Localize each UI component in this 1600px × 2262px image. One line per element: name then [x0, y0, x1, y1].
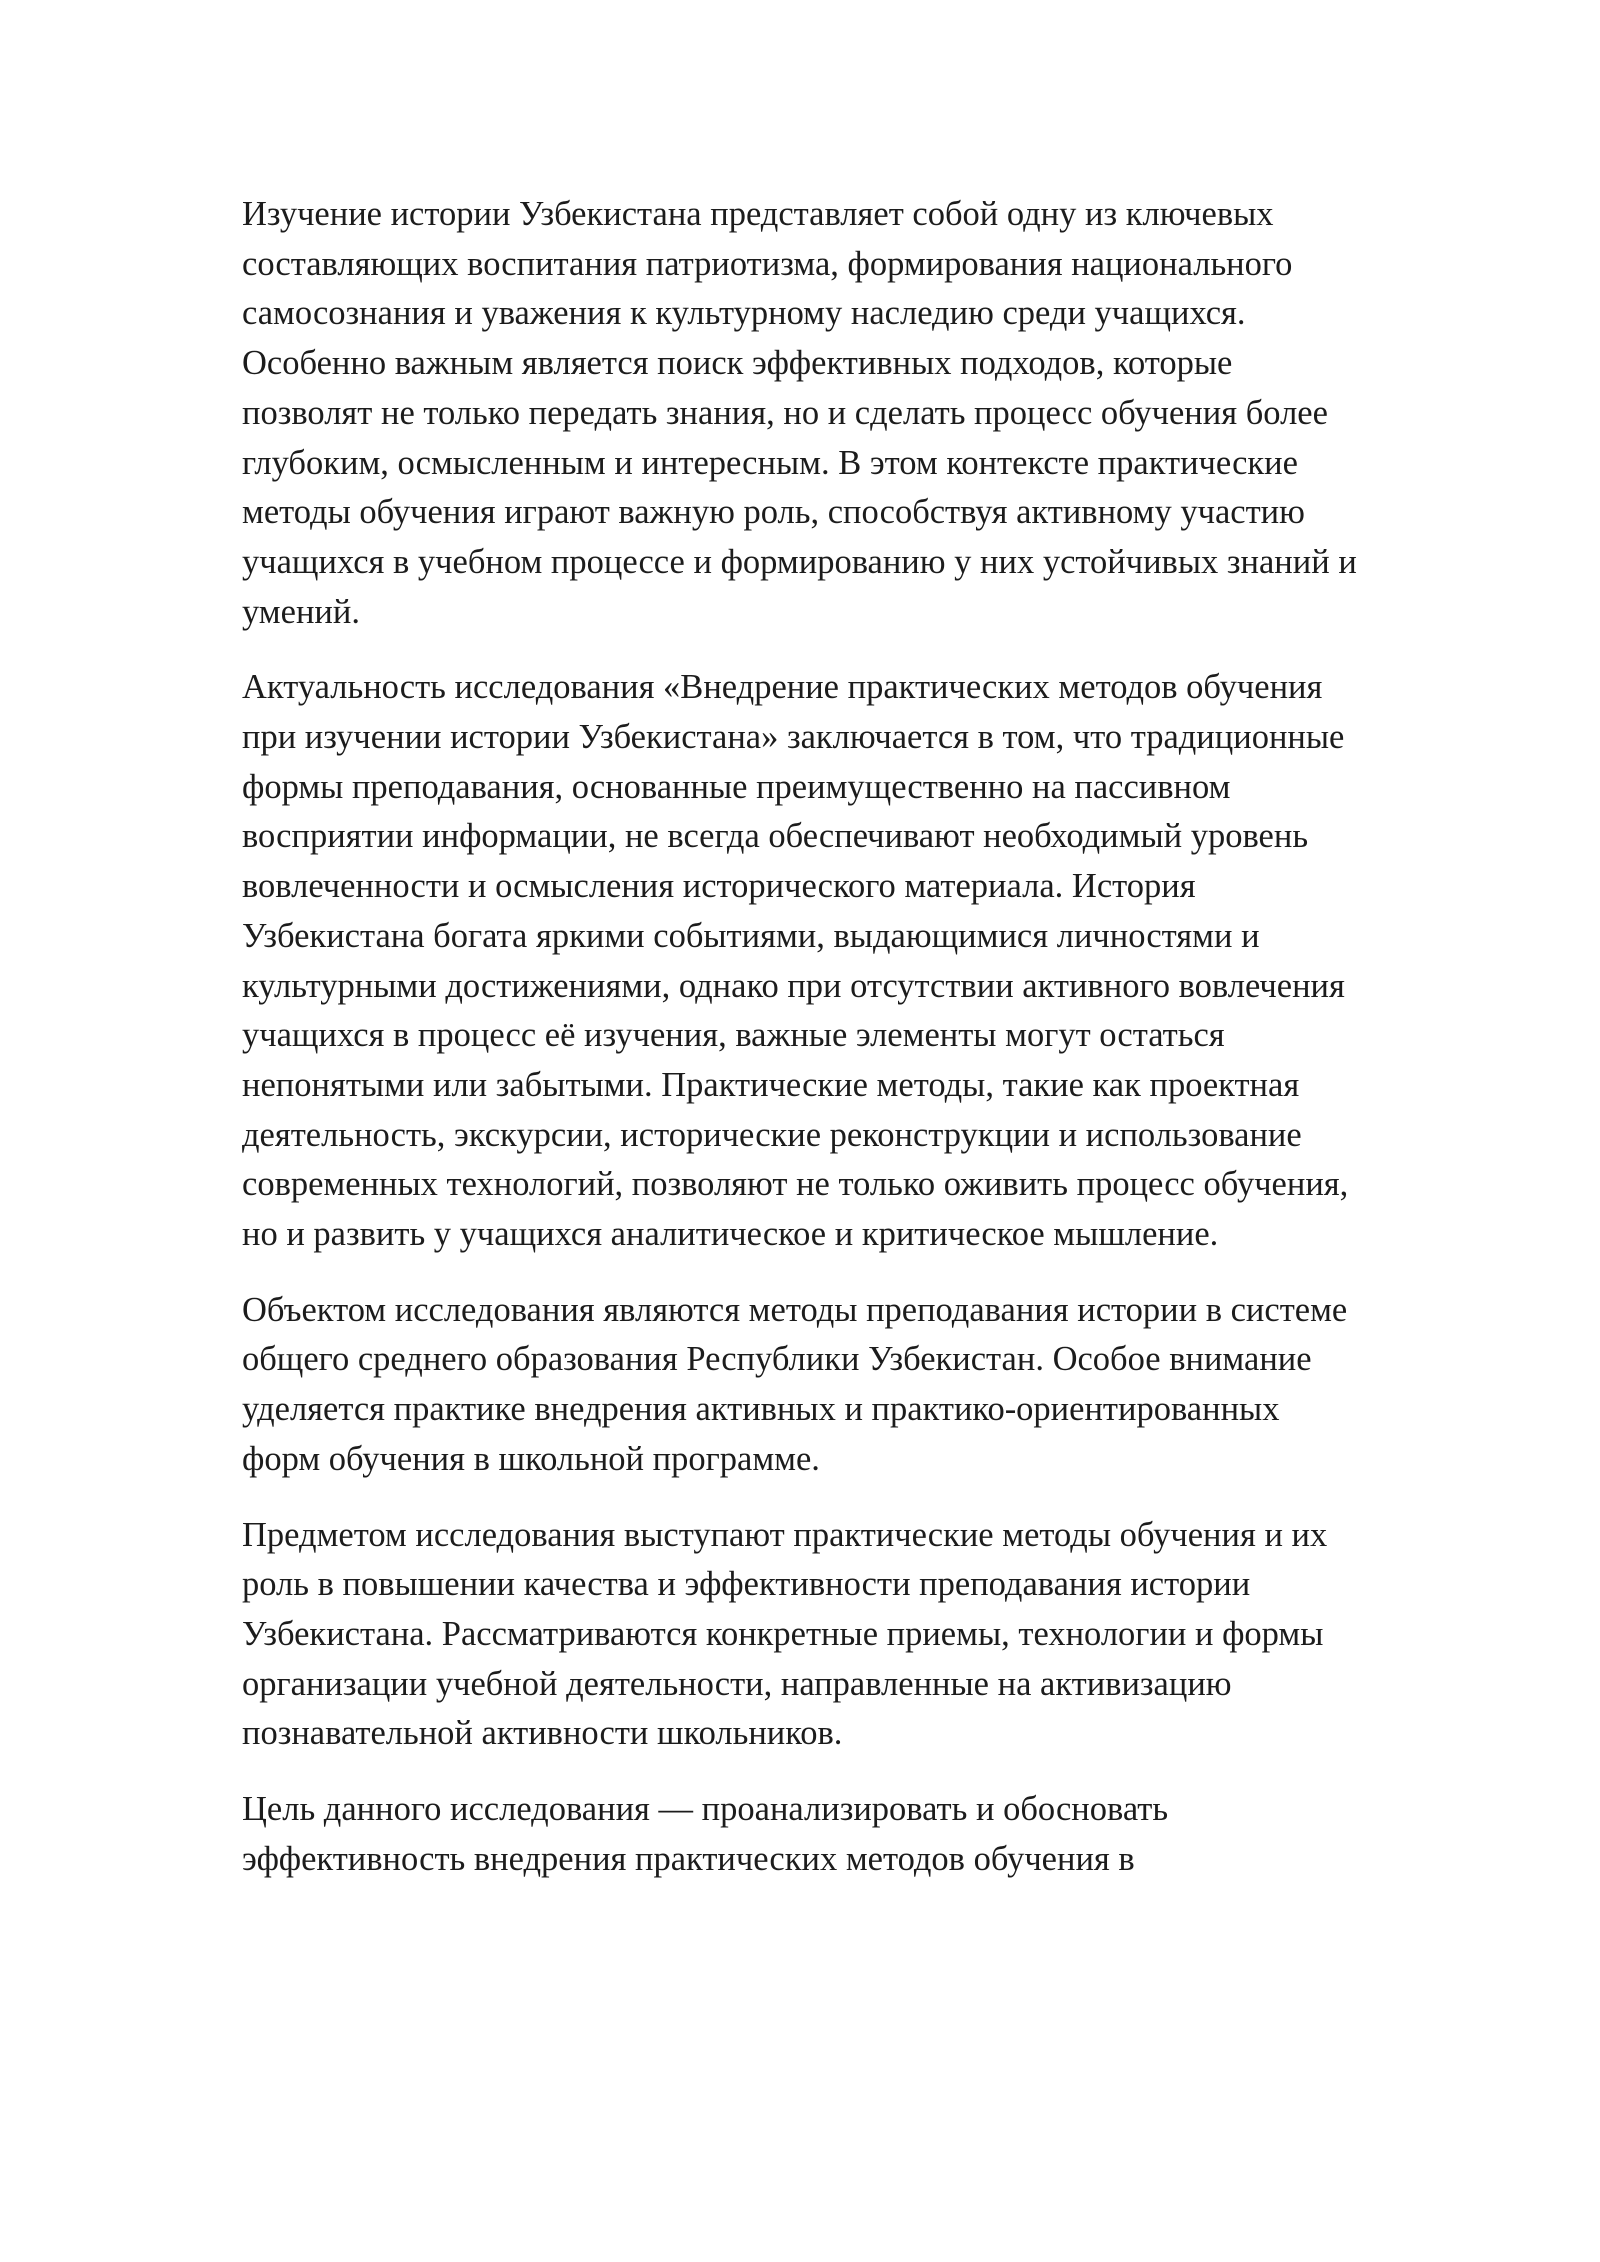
paragraph-introduction: Изучение истории Узбекистана представляет собой одну из ключевых составляющих воспитания патриотизма, формирования национального самосознания и уважения к культурному наследию среди учащихся. Особенно важным является поиск эффективных подходов, которые позволят не только передать знания, но и сделать процесс обучения более глубоким, осмысленным и интересным. В этом контексте практические методы обучения играют важную роль, способствуя активному участию учащихся в учебном процессе и формированию у них устойчивых знаний и умений. [242, 195, 1357, 631]
paragraph-research-goal: Цель данного исследования — проанализировать и обосновать эффективность внедрения практических методов обучения в [242, 1790, 1169, 1878]
document-body [242, 190, 1358, 1885]
paragraph-research-subject: Предметом исследования выступают практические методы обучения и их роль в повышении качества и эффективности преподавания истории Узбекистана. Рассматриваются конкретные приемы, технологии и формы организации учебной деятельности, направленные на активизацию познавательной активности школьников. [242, 1515, 1328, 1753]
paragraph-relevance: Актуальность исследования «Внедрение практических методов обучения при изучении истории Узбекистана» заключается в том, что традиционные формы преподавания, основанные преимущественно на пассивном восприятии информации, не всегда обеспечивают необходимый уровень вовлеченности и осмысления исторического материала. История Узбекистана богата яркими событиями, выдающимися личностями и культурными достижениями, однако при отсутствии активного вовлечения учащихся в процесс её изучения, важные элементы могут остаться непонятыми или забытыми. Практические методы, такие как проектная деятельность, экскурсии, исторические реконструкции и использование современных технологий, позволяют не только оживить процесс обучения, но и развить у учащихся аналитическое и критическое мышление. [242, 668, 1349, 1254]
paragraph-research-object: Объектом исследования являются методы преподавания истории в системе общего среднего образования Республики Узбекистан. Особое внимание уделяется практике внедрения активных и практико-ориентированных форм обучения в школьной программе. [242, 1290, 1348, 1478]
